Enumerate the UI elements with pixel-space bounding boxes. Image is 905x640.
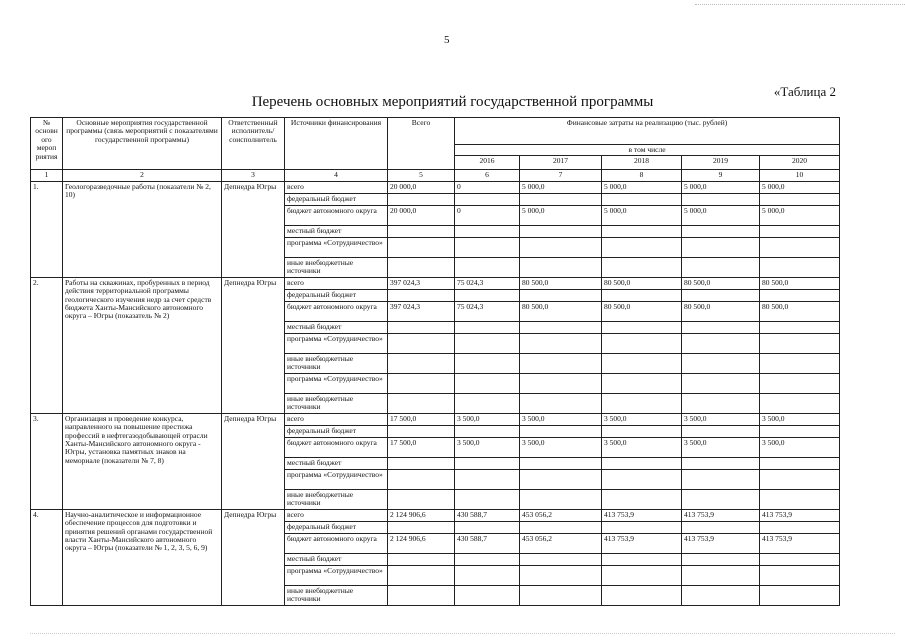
year-amount — [602, 489, 682, 509]
total-amount — [388, 469, 455, 489]
table-body — [31, 181, 840, 605]
year-amount: 80 500,0 — [602, 277, 682, 289]
year-amount: 3 500,0 — [455, 413, 520, 425]
year-amount — [520, 237, 602, 257]
year-amount: 413 753,9 — [602, 509, 682, 521]
year-amount — [520, 457, 602, 469]
header-activity: Основные мероприятия государственной программы (связь мероприятий с показателями государственной программы) — [63, 118, 222, 170]
funding-source: местный бюджет — [285, 553, 388, 565]
year-amount: 5 000,0 — [520, 181, 602, 193]
year-amount: 5 000,0 — [682, 181, 760, 193]
header-total: Всего — [388, 118, 455, 170]
year-amount — [760, 585, 840, 605]
activity-name: Работы на скважинах, пробуренных в период действия территориальной программы геологического изучения недр за счет средств бюджета Ханты-Мансийского автономного округа – Югры (показатель № 2) — [63, 277, 222, 413]
year-amount — [455, 457, 520, 469]
activity-executor: Депнедра Югры — [222, 413, 285, 509]
year-amount — [455, 321, 520, 333]
year-amount — [682, 457, 760, 469]
year-amount — [602, 425, 682, 437]
total-amount — [388, 489, 455, 509]
year-amount — [602, 333, 682, 353]
year-amount — [602, 353, 682, 373]
year-amount — [760, 565, 840, 585]
funding-source: федеральный бюджет — [285, 193, 388, 205]
funding-source: программа «Сотрудничество» — [285, 469, 388, 489]
year-amount — [602, 257, 682, 277]
year-amount — [682, 257, 760, 277]
year-amount: 430 588,7 — [455, 533, 520, 553]
funding-source: бюджет автономного округа — [285, 205, 388, 225]
activity-number: 3. — [31, 413, 63, 509]
year-amount: 80 500,0 — [520, 301, 602, 321]
year-amount: 3 500,0 — [602, 437, 682, 457]
year-amount — [602, 457, 682, 469]
funding-source: бюджет автономного округа — [285, 533, 388, 553]
year-amount — [682, 393, 760, 413]
year-amount — [602, 585, 682, 605]
year-amount — [602, 393, 682, 413]
year-amount — [520, 425, 602, 437]
column-number: 9 — [682, 170, 760, 181]
year-amount — [455, 353, 520, 373]
table-label: «Таблица 2 — [773, 84, 836, 99]
year-amount: 80 500,0 — [760, 301, 840, 321]
year-amount — [602, 237, 682, 257]
year-amount — [520, 289, 602, 301]
year-amount — [602, 225, 682, 237]
funding-source: бюджет автономного округа — [285, 437, 388, 457]
total-amount — [388, 225, 455, 237]
year-amount — [602, 553, 682, 565]
year-amount — [455, 225, 520, 237]
year-amount — [760, 489, 840, 509]
year-amount — [682, 353, 760, 373]
header-sources: Источники финансирования — [285, 118, 388, 170]
total-amount: 397 024,3 — [388, 277, 455, 289]
funding-source: местный бюджет — [285, 225, 388, 237]
year-amount: 80 500,0 — [682, 277, 760, 289]
year-amount — [455, 257, 520, 277]
year-amount — [760, 225, 840, 237]
total-amount — [388, 333, 455, 353]
column-number: 1 — [31, 170, 63, 181]
year-amount: 3 500,0 — [760, 413, 840, 425]
year-amount — [682, 237, 760, 257]
funding-source: федеральный бюджет — [285, 425, 388, 437]
year-amount — [455, 585, 520, 605]
total-amount: 2 124 906,6 — [388, 509, 455, 521]
year-amount — [760, 237, 840, 257]
year-amount: 413 753,9 — [682, 533, 760, 553]
year-amount: 3 500,0 — [602, 413, 682, 425]
activity-executor: Депнедра Югры — [222, 509, 285, 605]
total-amount — [388, 257, 455, 277]
year-amount — [520, 565, 602, 585]
funding-source: иные внебюджетные источники — [285, 585, 388, 605]
year-amount — [520, 521, 602, 533]
funding-source: программа «Сотрудничество» — [285, 565, 388, 585]
year-amount: 413 753,9 — [602, 533, 682, 553]
scan-edge-top — [695, 4, 905, 5]
year-amount: 75 024,3 — [455, 277, 520, 289]
year-amount: 3 500,0 — [455, 437, 520, 457]
year-amount: 3 500,0 — [682, 437, 760, 457]
funding-source: иные внебюджетные источники — [285, 257, 388, 277]
funding-source: программа «Сотрудничество» — [285, 237, 388, 257]
header-number: № основн ого мероп риятия — [31, 118, 63, 170]
year-amount — [760, 425, 840, 437]
year-amount — [760, 353, 840, 373]
activity-number: 4. — [31, 509, 63, 605]
column-number: 3 — [222, 170, 285, 181]
total-amount — [388, 565, 455, 585]
year-amount — [602, 193, 682, 205]
year-amount — [682, 585, 760, 605]
year-amount — [602, 565, 682, 585]
total-amount — [388, 289, 455, 301]
year-amount: 3 500,0 — [682, 413, 760, 425]
year-amount — [602, 289, 682, 301]
year-amount — [682, 193, 760, 205]
total-amount: 20 000,0 — [388, 205, 455, 225]
year-amount — [455, 237, 520, 257]
header-year: 2017 — [520, 156, 602, 170]
year-amount: 80 500,0 — [520, 277, 602, 289]
column-number: 4 — [285, 170, 388, 181]
year-amount: 0 — [455, 181, 520, 193]
year-amount — [520, 193, 602, 205]
total-amount — [388, 585, 455, 605]
total-amount — [388, 353, 455, 373]
year-amount — [602, 373, 682, 393]
year-amount — [760, 553, 840, 565]
column-number: 10 — [760, 170, 840, 181]
funding-source: программа «Сотрудничество» — [285, 373, 388, 393]
total-amount — [388, 393, 455, 413]
year-amount — [520, 489, 602, 509]
year-amount: 453 056,2 — [520, 509, 602, 521]
year-amount — [760, 469, 840, 489]
funding-source: федеральный бюджет — [285, 289, 388, 301]
year-amount: 3 500,0 — [520, 413, 602, 425]
funding-source: всего — [285, 181, 388, 193]
year-amount: 5 000,0 — [602, 205, 682, 225]
header-executor: Ответственный исполнитель/ соисполнитель — [222, 118, 285, 170]
funding-source: местный бюджет — [285, 321, 388, 333]
year-amount — [760, 289, 840, 301]
funding-source: всего — [285, 413, 388, 425]
year-amount — [682, 321, 760, 333]
page-number: 5 — [444, 34, 450, 46]
programs-table — [30, 117, 840, 606]
year-amount: 413 753,9 — [760, 509, 840, 521]
year-amount — [682, 553, 760, 565]
year-amount — [602, 469, 682, 489]
total-amount: 397 024,3 — [388, 301, 455, 321]
year-amount: 430 588,7 — [455, 509, 520, 521]
total-amount — [388, 321, 455, 333]
year-amount: 5 000,0 — [682, 205, 760, 225]
year-amount — [760, 521, 840, 533]
year-amount — [760, 193, 840, 205]
header-including: в том числе — [455, 145, 840, 156]
year-amount: 453 056,2 — [520, 533, 602, 553]
year-amount — [455, 489, 520, 509]
year-amount — [455, 521, 520, 533]
year-amount: 80 500,0 — [760, 277, 840, 289]
year-amount — [760, 333, 840, 353]
activity-number: 2. — [31, 277, 63, 413]
year-amount — [682, 225, 760, 237]
header-year: 2018 — [602, 156, 682, 170]
year-amount — [682, 489, 760, 509]
table-row — [31, 413, 840, 425]
activity-number: 1. — [31, 181, 63, 277]
funding-source: программа «Сотрудничество» — [285, 333, 388, 353]
year-amount — [760, 393, 840, 413]
funding-source: федеральный бюджет — [285, 521, 388, 533]
year-amount — [760, 373, 840, 393]
year-amount — [682, 373, 760, 393]
year-amount — [682, 333, 760, 353]
document-title: Перечень основных мероприятий государственной программы — [251, 94, 654, 110]
funding-source: всего — [285, 509, 388, 521]
year-amount — [602, 521, 682, 533]
year-amount: 3 500,0 — [520, 437, 602, 457]
header-year: 2016 — [455, 156, 520, 170]
year-amount — [520, 321, 602, 333]
year-amount: 80 500,0 — [602, 301, 682, 321]
total-amount — [388, 373, 455, 393]
year-amount — [455, 425, 520, 437]
funding-source: иные внебюджетные источники — [285, 393, 388, 413]
activity-executor: Депнедра Югры — [222, 181, 285, 277]
total-amount — [388, 193, 455, 205]
total-amount: 17 500,0 — [388, 437, 455, 457]
funding-source: иные внебюджетные источники — [285, 353, 388, 373]
header-financing: Финансовые затраты на реализацию (тыс. рублей) — [455, 118, 840, 145]
year-amount: 413 753,9 — [682, 509, 760, 521]
total-amount — [388, 425, 455, 437]
year-amount: 5 000,0 — [760, 205, 840, 225]
funding-source: иные внебюджетные источники — [285, 489, 388, 509]
year-amount — [455, 289, 520, 301]
year-amount — [682, 469, 760, 489]
year-amount — [520, 353, 602, 373]
year-amount: 5 000,0 — [602, 181, 682, 193]
year-amount — [760, 321, 840, 333]
total-amount — [388, 457, 455, 469]
total-amount: 20 000,0 — [388, 181, 455, 193]
column-number: 8 — [602, 170, 682, 181]
funding-source: всего — [285, 277, 388, 289]
year-amount — [520, 373, 602, 393]
header-year: 2020 — [760, 156, 840, 170]
year-amount — [520, 469, 602, 489]
year-amount — [682, 289, 760, 301]
year-amount — [455, 393, 520, 413]
year-amount — [455, 565, 520, 585]
column-number: 2 — [63, 170, 222, 181]
year-amount — [455, 373, 520, 393]
year-amount — [682, 521, 760, 533]
year-amount — [455, 193, 520, 205]
year-amount: 3 500,0 — [760, 437, 840, 457]
year-amount: 0 — [455, 205, 520, 225]
funding-source: бюджет автономного округа — [285, 301, 388, 321]
total-amount — [388, 521, 455, 533]
header-year: 2019 — [682, 156, 760, 170]
total-amount: 17 500,0 — [388, 413, 455, 425]
activity-name: Геологоразведочные работы (показатели № 2, 10) — [63, 181, 222, 277]
year-amount: 413 753,9 — [760, 533, 840, 553]
year-amount — [682, 425, 760, 437]
year-amount — [520, 333, 602, 353]
funding-source: местный бюджет — [285, 457, 388, 469]
year-amount: 80 500,0 — [682, 301, 760, 321]
year-amount — [602, 321, 682, 333]
activity-executor: Депнедра Югры — [222, 277, 285, 413]
year-amount — [760, 457, 840, 469]
scan-edge-bottom — [30, 633, 895, 634]
table-row — [31, 181, 840, 193]
column-number: 5 — [388, 170, 455, 181]
column-number: 6 — [455, 170, 520, 181]
year-amount — [682, 565, 760, 585]
total-amount — [388, 237, 455, 257]
activity-name: Организация и проведение конкурса, направленного на повышение престижа профессий в нефтегазодобывающей отрасли Ханты-Мансийского автономного округа - Югры, установка памятных знаков на мемориале (показатели № 7, 8) — [63, 413, 222, 509]
year-amount: 5 000,0 — [760, 181, 840, 193]
year-amount: 5 000,0 — [520, 205, 602, 225]
table-row — [31, 277, 840, 289]
year-amount — [520, 225, 602, 237]
year-amount — [520, 393, 602, 413]
year-amount — [520, 257, 602, 277]
year-amount — [520, 553, 602, 565]
table-row — [31, 509, 840, 521]
year-amount — [760, 257, 840, 277]
total-amount: 2 124 906,6 — [388, 533, 455, 553]
year-amount — [520, 585, 602, 605]
year-amount — [455, 553, 520, 565]
total-amount — [388, 553, 455, 565]
year-amount — [455, 333, 520, 353]
activity-name: Научно-аналитическое и информационное обеспечение процессов для подготовки и принятия решений органами государственной власти Ханты-Мансийского автономного округа – Югры (показатели № 1, 2, 3, 5, 6, 9) — [63, 509, 222, 605]
year-amount — [455, 469, 520, 489]
year-amount: 75 024,3 — [455, 301, 520, 321]
column-number: 7 — [520, 170, 602, 181]
